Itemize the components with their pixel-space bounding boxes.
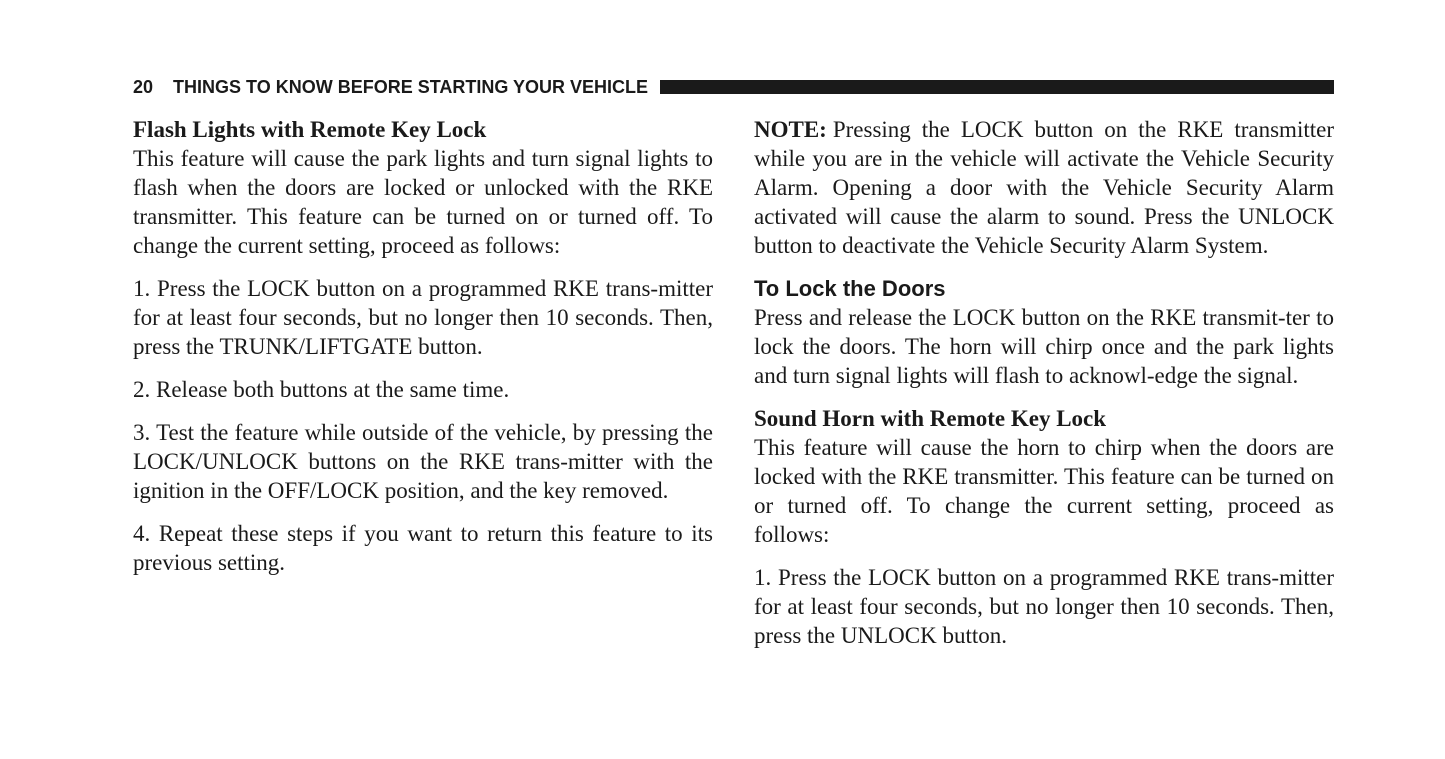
sound-horn-intro: This feature will cause the horn to chirp when the doors are locked with the RKE transmitter. This feature can be turned on or turned off. To change the current setting, proceed as follows: <box>754 435 1334 547</box>
page-number: 20 <box>133 76 154 97</box>
note-text: Pressing the LOCK button on the RKE transmitter while you are in the vehicle will activate the Vehicle Security Alarm. Opening a door with the Vehicle Security Alarm activated will cause the alarm to sound. Press the UNLOCK button to deactivate the Vehicle Security Alarm System. <box>754 117 1334 258</box>
lock-doors-heading: To Lock the Doors <box>754 276 946 301</box>
sound-horn-step-1: 1. Press the LOCK button on a programmed RKE trans-mitter for at least four seconds, but no longer then 10 seconds. Then, press the UNLOCK button. <box>754 565 1334 648</box>
note-paragraph <box>754 115 1334 260</box>
left-column <box>133 115 713 577</box>
right-column <box>754 115 1334 650</box>
header-rule <box>660 80 1334 94</box>
sound-horn-heading: Sound Horn with Remote Key Lock <box>754 406 1107 431</box>
section-title: THINGS TO KNOW BEFORE STARTING YOUR VEHICLE <box>173 76 649 97</box>
step-1: 1. Press the LOCK button on a programmed RKE trans-mitter for at least four seconds, but no longer then 10 seconds. Then, press the TRUNK/LIFTGATE button. <box>133 276 713 359</box>
step-4: 4. Repeat these steps if you want to return this feature to its previous setting. <box>133 521 713 575</box>
step-2: 2. Release both buttons at the same time. <box>133 377 510 402</box>
note-label: NOTE: <box>754 117 827 142</box>
flash-lights-intro: This feature will cause the park lights and turn signal lights to flash when the doors are locked or unlocked with the RKE transmitter. This feature can be turned on or turned off. To change the current setting, proceed as follows: <box>133 146 713 258</box>
page-header <box>133 76 1334 98</box>
lock-doors-text: Press and release the LOCK button on the RKE transmit-ter to lock the doors. The horn will chirp once and the park lights and turn signal lights will flash to acknowl-edge the signal. <box>754 305 1334 388</box>
step-3: 3. Test the feature while outside of the vehicle, by pressing the LOCK/UNLOCK buttons on the RKE trans-mitter with the ignition in the OFF/LOCK position, and the key removed. <box>133 420 713 503</box>
flash-lights-heading: Flash Lights with Remote Key Lock <box>133 117 487 142</box>
